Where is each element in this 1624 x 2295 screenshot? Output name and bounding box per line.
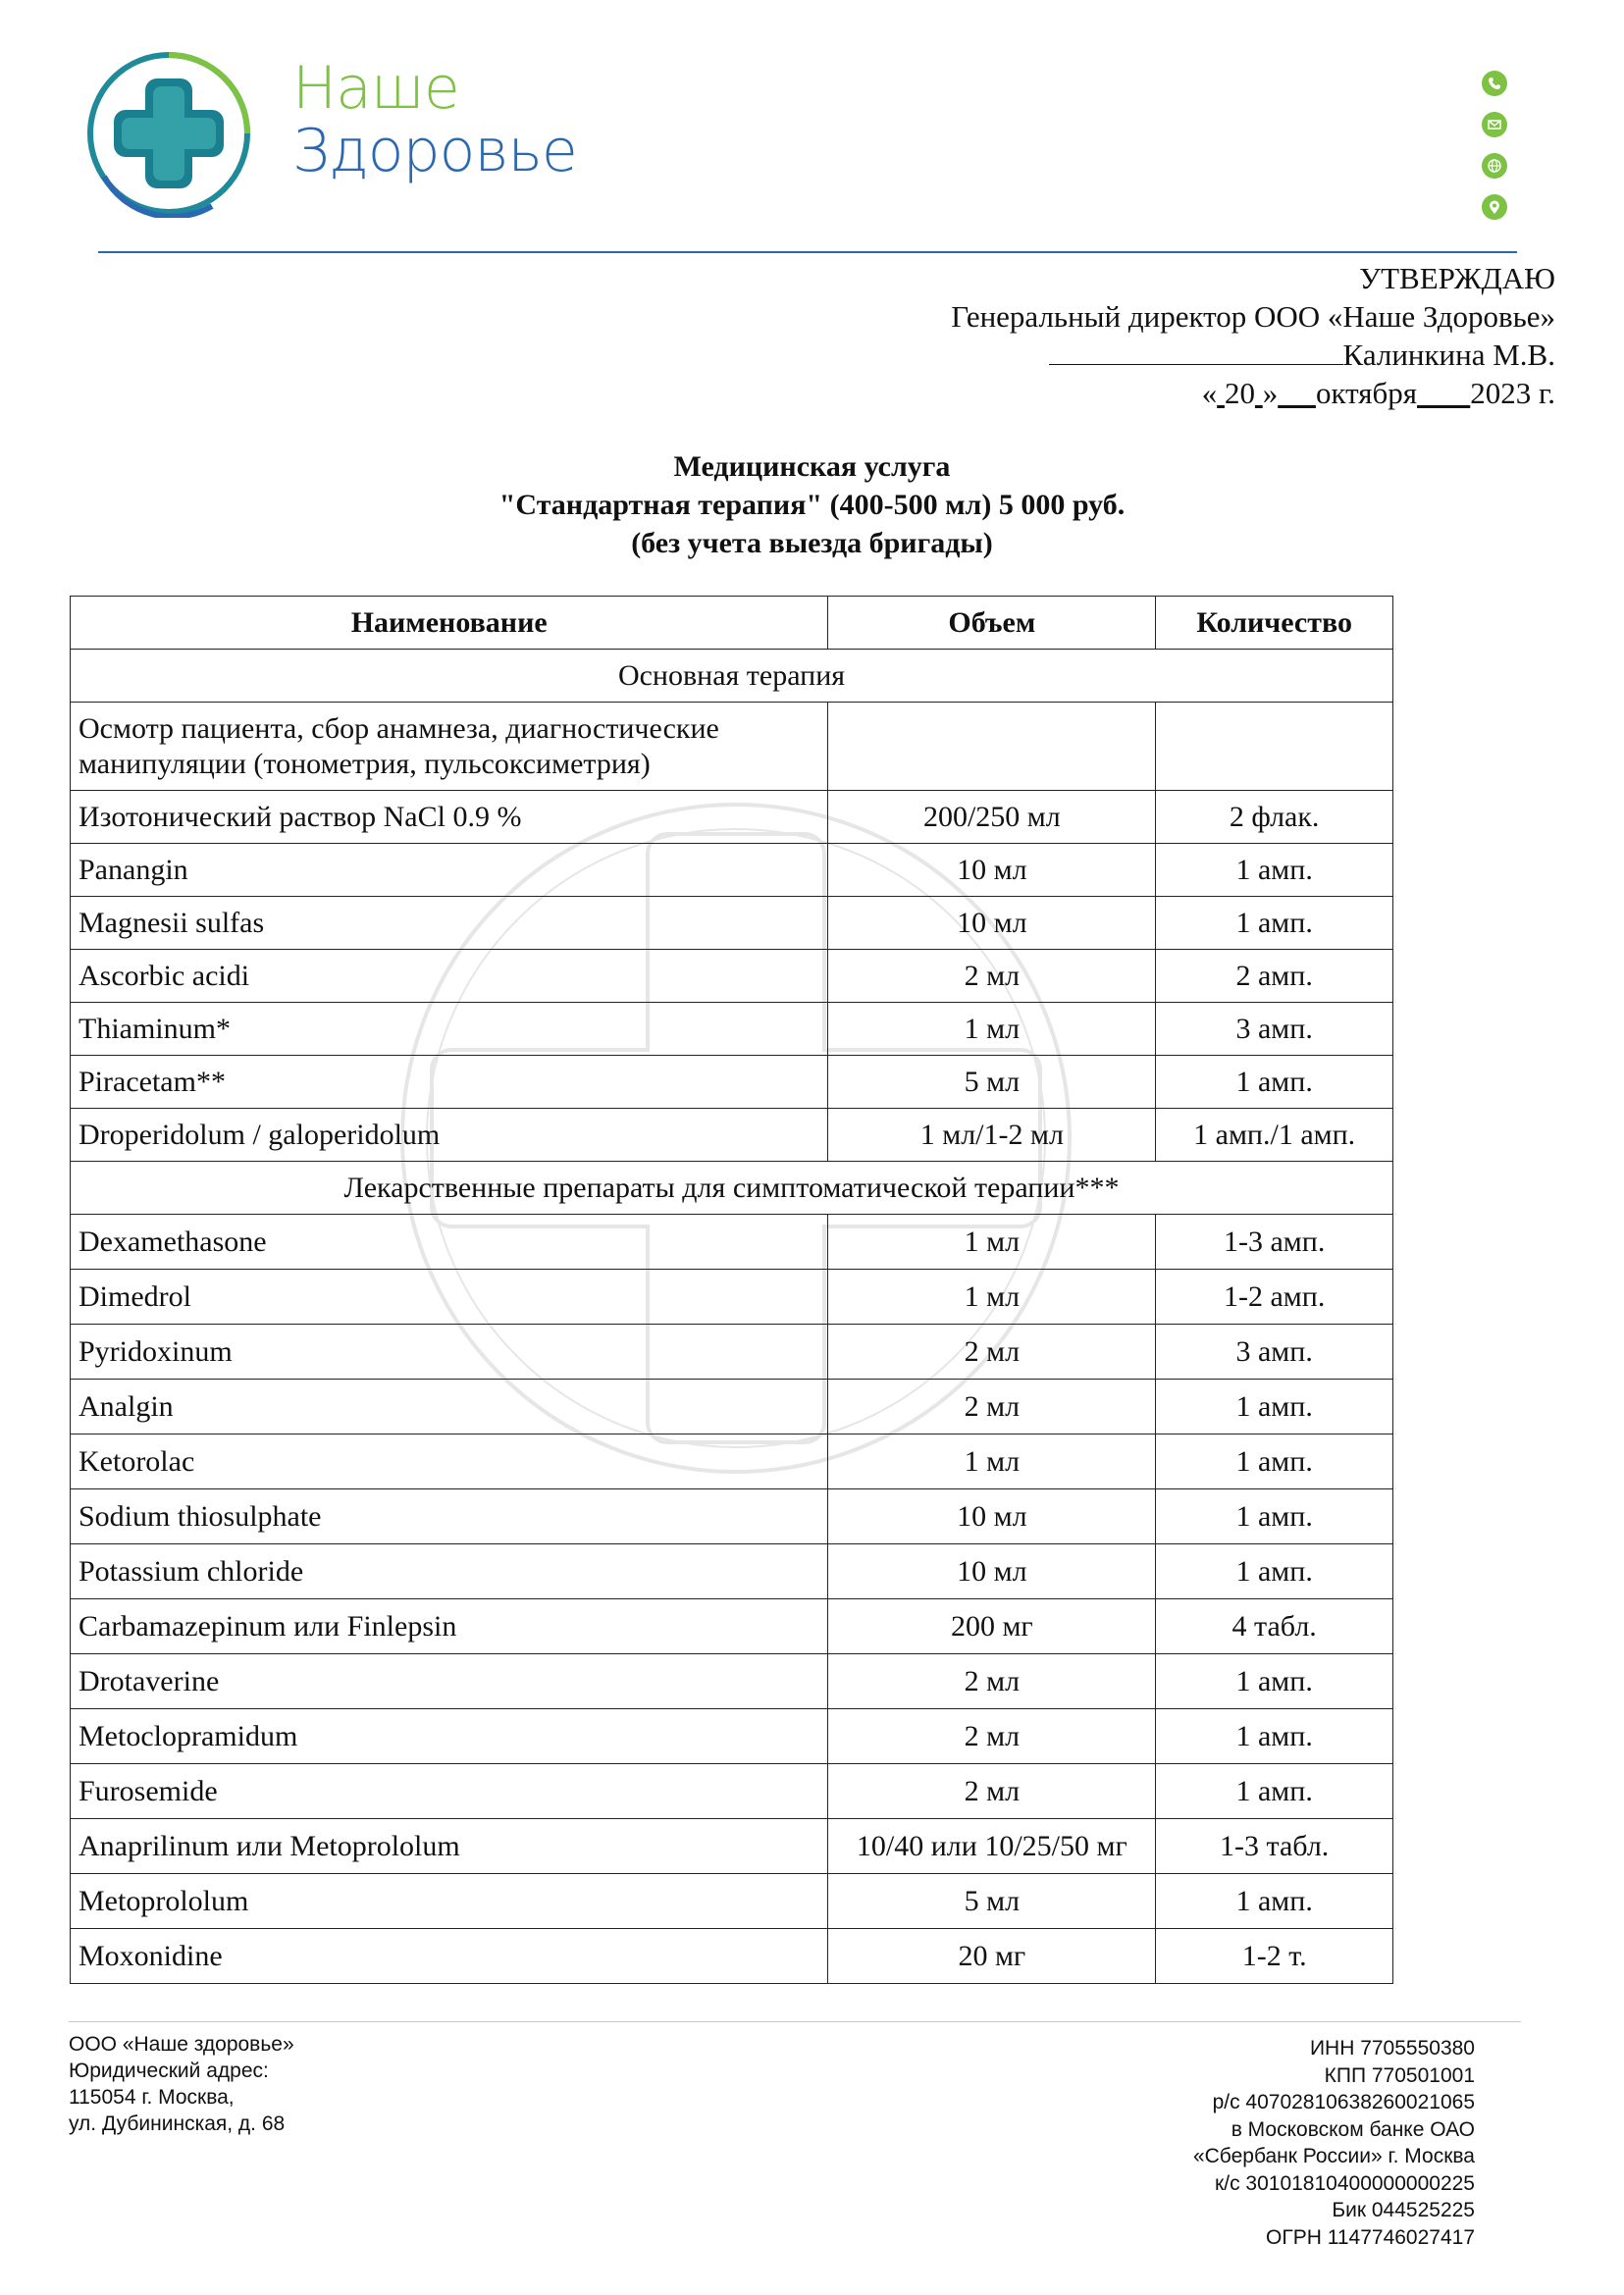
cell-quantity: 2 амп. [1156, 950, 1393, 1003]
location-icon[interactable] [1482, 194, 1507, 220]
cell-name: Potassium chloride [71, 1544, 828, 1599]
section-symptomatic-therapy: Лекарственные препараты для симптоматической терапии*** [71, 1162, 1393, 1215]
cell-name: Thiaminum* [71, 1003, 828, 1056]
footer-left-line: ООО «Наше здоровье» [69, 2033, 294, 2056]
cell-volume: 20 мг [828, 1929, 1156, 1984]
signature-line [1049, 337, 1343, 365]
table-row [71, 897, 1393, 950]
approval-title: УТВЕРЖДАЮ [1359, 261, 1555, 295]
brand-line1: Наше [292, 54, 459, 123]
table-row [71, 1003, 1393, 1056]
cell-volume: 2 мл [828, 950, 1156, 1003]
table-row [71, 1929, 1393, 1984]
cell-volume: 10 мл [828, 897, 1156, 950]
cell-volume: 200/250 мл [828, 791, 1156, 844]
header-quantity: Количество [1156, 597, 1393, 650]
date-quote-close: » [1262, 376, 1279, 410]
cell-volume: 2 мл [828, 1325, 1156, 1380]
footer-right-line: в Московском банке ОАО [1231, 2117, 1475, 2141]
cell-quantity: 3 амп. [1156, 1325, 1393, 1380]
cell-name: Carbamazepinum или Finlepsin [71, 1599, 828, 1654]
table-row [71, 1709, 1393, 1764]
table-row [71, 950, 1393, 1003]
cell-volume: 2 мл [828, 1764, 1156, 1819]
approval-signature [951, 336, 1555, 374]
table-row [71, 844, 1393, 897]
logo-icon [84, 49, 253, 218]
table-row [71, 1654, 1393, 1709]
table-row [71, 1270, 1393, 1325]
cell-name: Sodium thiosulphate [71, 1489, 828, 1544]
table-row [71, 1325, 1393, 1380]
table-row [71, 1599, 1393, 1654]
cell-quantity: 1-3 табл. [1156, 1819, 1393, 1874]
globe-icon[interactable] [1482, 153, 1507, 179]
header-name: Наименование [71, 597, 828, 650]
date-day: 20 [1224, 376, 1255, 410]
footer-right-line: КПП 770501001 [1324, 2063, 1475, 2087]
cell-quantity: 1-2 амп. [1156, 1270, 1393, 1325]
cell-volume: 2 мл [828, 1654, 1156, 1709]
cell-quantity: 1 амп. [1156, 1056, 1393, 1109]
mail-icon[interactable] [1482, 112, 1507, 137]
services-table [70, 596, 1393, 1984]
cell-volume: 1 мл [828, 1270, 1156, 1325]
brand-line2: Здоровье [292, 117, 577, 185]
cell-volume: 5 мл [828, 1056, 1156, 1109]
document-title [0, 447, 1624, 562]
cell-name: Furosemide [71, 1764, 828, 1819]
cell-quantity: 3 амп. [1156, 1003, 1393, 1056]
cell-quantity [1156, 703, 1393, 791]
cell-name: Dimedrol [71, 1270, 828, 1325]
footer-right-line: Бик 044525225 [1332, 2199, 1475, 2221]
brand-name [292, 54, 577, 185]
approval-block [951, 259, 1555, 412]
contact-icons [1482, 71, 1509, 235]
cell-quantity: 1 амп. [1156, 1764, 1393, 1819]
cell-quantity: 1 амп./1 амп. [1156, 1109, 1393, 1162]
cell-volume: 10 мл [828, 1544, 1156, 1599]
cell-volume: 10 мл [828, 1489, 1156, 1544]
cell-name: Ketorolac [71, 1434, 828, 1489]
cell-name: Pyridoxinum [71, 1325, 828, 1380]
cell-volume: 2 мл [828, 1709, 1156, 1764]
cell-name: Moxonidine [71, 1929, 828, 1984]
cell-name: Anaprilinum или Metoprololum [71, 1819, 828, 1874]
cell-name: Magnesii sulfas [71, 897, 828, 950]
date-quote-open: « [1201, 376, 1218, 410]
cell-name: Изотонический раствор NaCl 0.9 % [71, 791, 828, 844]
cell-volume: 10/40 или 10/25/50 мг [828, 1819, 1156, 1874]
cell-name: Panangin [71, 844, 828, 897]
cell-volume: 1 мл [828, 1003, 1156, 1056]
table-row [71, 1109, 1393, 1162]
phone-icon[interactable] [1482, 71, 1507, 96]
footer-divider [69, 2021, 1521, 2022]
signer-name: Калинкина М.В. [1342, 338, 1555, 372]
cell-volume: 1 мл [828, 1434, 1156, 1489]
footer-company-address [69, 2031, 294, 2137]
cell-quantity: 1 амп. [1156, 897, 1393, 950]
section-row-main [71, 650, 1393, 703]
cell-quantity: 1 амп. [1156, 1874, 1393, 1929]
table-row [71, 1544, 1393, 1599]
cell-quantity: 1 амп. [1156, 1544, 1393, 1599]
table-row [71, 1215, 1393, 1270]
cell-name: Ascorbic acidi [71, 950, 828, 1003]
table-row [71, 1489, 1393, 1544]
table-header-row [71, 597, 1393, 650]
footer-right-line: к/с 30101810400000000225 [1215, 2171, 1475, 2195]
title-line2: "Стандартная терапия" (400-500 мл) 5 000 руб. [498, 489, 1126, 521]
cell-name: Analgin [71, 1380, 828, 1434]
cell-quantity: 1 амп. [1156, 844, 1393, 897]
cell-quantity: 1-2 т. [1156, 1929, 1393, 1984]
cell-name: Metoprololum [71, 1874, 828, 1929]
header-divider [98, 251, 1517, 253]
footer-right-line: «Сбербанк России» г. Москва [1192, 2145, 1475, 2167]
footer-right-line: р/с 40702810638260021065 [1212, 2091, 1475, 2113]
cell-quantity: 1 амп. [1156, 1380, 1393, 1434]
table-row [71, 791, 1393, 844]
cell-quantity: 1-3 амп. [1156, 1215, 1393, 1270]
cell-name: Droperidolum / galoperidolum [71, 1109, 828, 1162]
section-row-symptomatic [71, 1162, 1393, 1215]
approval-date [951, 374, 1555, 412]
table-row [71, 1764, 1393, 1819]
cell-volume: 1 мл [828, 1215, 1156, 1270]
cell-quantity: 4 табл. [1156, 1599, 1393, 1654]
approval-position: Генеральный директор ООО «Наше Здоровье» [951, 299, 1555, 334]
table-row [71, 1434, 1393, 1489]
footer-left-line: Юридический адрес: [69, 2060, 269, 2082]
footer-left-line: 115054 г. Москва, [69, 2086, 235, 2109]
cell-volume: 1 мл/1-2 мл [828, 1109, 1156, 1162]
cell-name: Осмотр пациента, сбор анамнеза, диагностические манипуляции (тонометрия, пульсоксиметрия) [71, 703, 828, 791]
cell-name: Metoclopramidum [71, 1709, 828, 1764]
cell-name: Drotaverine [71, 1654, 828, 1709]
title-line3: (без учета выезда бригады) [631, 527, 993, 559]
table-row [71, 1380, 1393, 1434]
cell-quantity: 1 амп. [1156, 1709, 1393, 1764]
footer-bank-details [1193, 2035, 1475, 2251]
title-line1: Медицинская услуга [673, 450, 951, 483]
section-main-therapy: Основная терапия [71, 650, 1393, 703]
footer-right-line: ОГРН 1147746027417 [1266, 2225, 1475, 2249]
cell-quantity: 1 амп. [1156, 1434, 1393, 1489]
cell-quantity: 1 амп. [1156, 1654, 1393, 1709]
cell-volume [828, 703, 1156, 791]
cell-quantity: 1 амп. [1156, 1489, 1393, 1544]
date-year: 2023 г. [1470, 376, 1555, 410]
cell-quantity: 2 флак. [1156, 791, 1393, 844]
table-row [71, 1056, 1393, 1109]
date-month: октября [1315, 376, 1418, 410]
cell-volume: 200 мг [828, 1599, 1156, 1654]
cell-volume: 10 мл [828, 844, 1156, 897]
cell-name: Piracetam** [71, 1056, 828, 1109]
header-volume: Объем [828, 597, 1156, 650]
table-row [71, 703, 1393, 791]
table-row [71, 1874, 1393, 1929]
cell-volume: 2 мл [828, 1380, 1156, 1434]
table-row [71, 1819, 1393, 1874]
footer-left-line: ул. Дубининская, д. 68 [69, 2112, 286, 2135]
cell-volume: 5 мл [828, 1874, 1156, 1929]
cell-name: Dexamethasone [71, 1215, 828, 1270]
footer-right-line: ИНН 7705550380 [1309, 2037, 1475, 2060]
